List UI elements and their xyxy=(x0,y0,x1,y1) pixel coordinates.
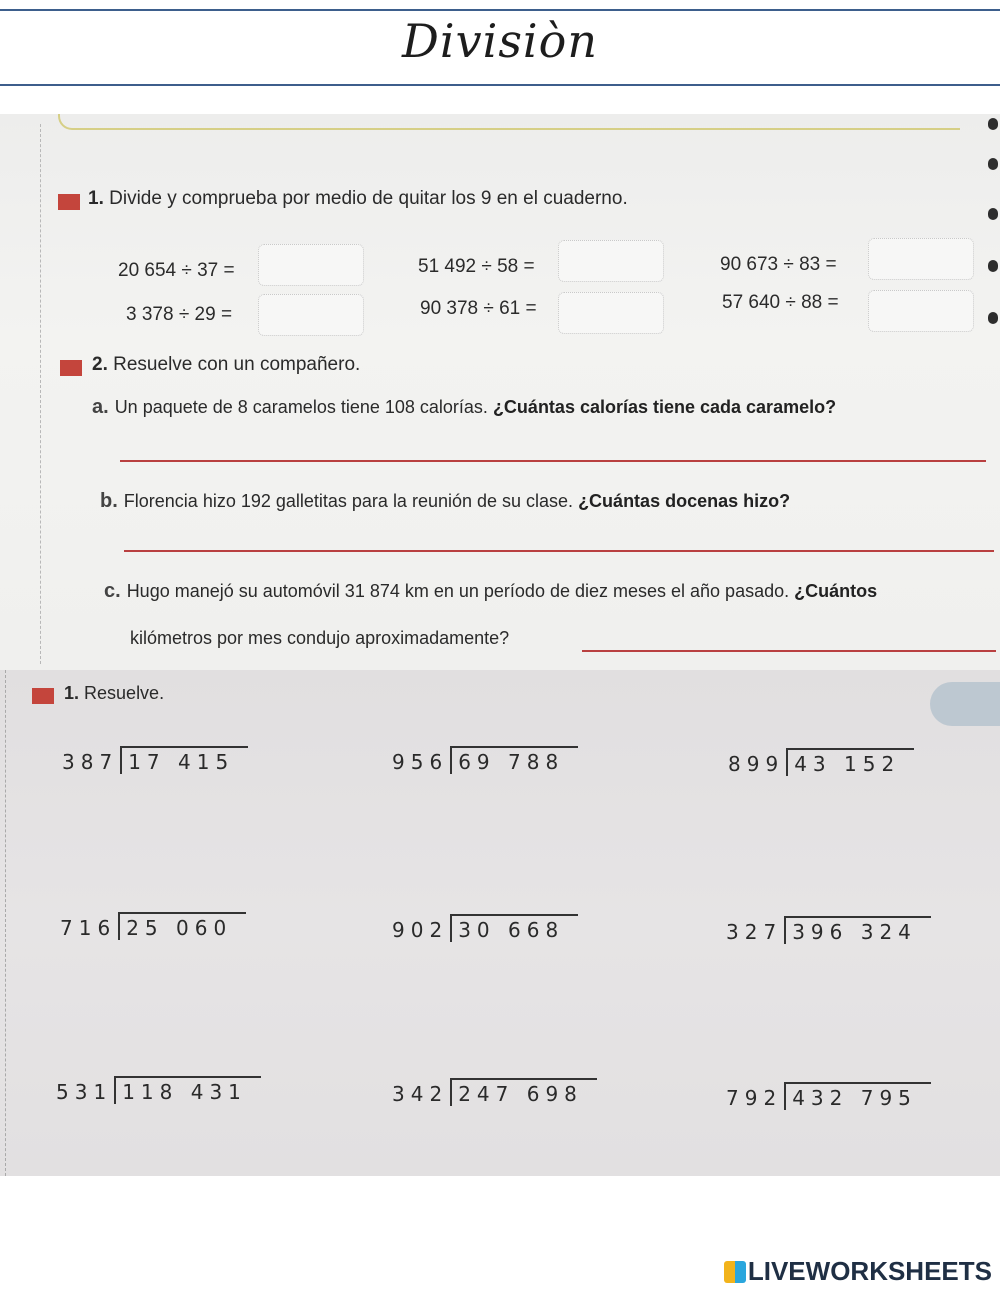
item-label: c. xyxy=(104,580,121,602)
page-title: Divisiòn xyxy=(402,14,598,68)
section1-instruction: Divide y comprueba por medio de quitar los 9 en el cuaderno. xyxy=(109,188,628,209)
answer-box[interactable] xyxy=(558,292,664,334)
divisor: 531 xyxy=(56,1080,113,1104)
answer-box[interactable] xyxy=(258,294,364,336)
dividend: 43 152 xyxy=(786,748,914,776)
item-label: a. xyxy=(92,396,109,418)
liveworksheets-logo xyxy=(724,1256,992,1287)
word-problem-b xyxy=(100,490,790,513)
long-division-problem xyxy=(392,746,578,774)
division-problem: 90 378 ÷ 61 = xyxy=(420,298,537,319)
division-problem: 57 640 ÷ 88 = xyxy=(722,292,839,313)
divisor: 387 xyxy=(62,750,119,774)
divisor: 716 xyxy=(60,916,117,940)
divisor: 342 xyxy=(392,1082,449,1106)
margin-dashed-line xyxy=(40,124,41,664)
bottom-rule xyxy=(0,84,1000,86)
divisor: 792 xyxy=(726,1086,783,1110)
answer-box[interactable] xyxy=(258,244,364,286)
item-label: b. xyxy=(100,490,118,512)
section3-instruction: Resuelve. xyxy=(84,683,165,703)
answer-box[interactable] xyxy=(558,240,664,282)
item-question: ¿Cuántas calorías tiene cada caramelo? xyxy=(492,397,837,417)
binder-ring-icon xyxy=(988,208,998,220)
dividend: 17 415 xyxy=(120,746,248,774)
divisor: 327 xyxy=(726,920,783,944)
long-division-problem xyxy=(728,748,914,776)
section2-instruction: Resuelve con un compañero. xyxy=(113,354,361,375)
divisor: 902 xyxy=(392,918,449,942)
item-text: Florencia hizo 192 galletitas para la reunión de su clase. xyxy=(123,491,579,511)
top-rule xyxy=(0,9,1000,11)
binder-ring-icon xyxy=(988,118,998,130)
answer-box[interactable] xyxy=(868,238,974,280)
dividend: 432 795 xyxy=(784,1082,931,1110)
textbook-photo-2 xyxy=(0,670,1000,1176)
word-problem-a xyxy=(92,396,836,419)
divisor: 899 xyxy=(728,752,785,776)
answer-box[interactable] xyxy=(868,290,974,332)
section-marker-icon xyxy=(60,360,82,376)
section-marker-icon xyxy=(32,688,54,704)
answer-line-a[interactable] xyxy=(120,460,986,462)
item-question: ¿Cuántas docenas hizo? xyxy=(578,491,791,511)
binder-ring-icon xyxy=(988,260,998,272)
division-problem: 3 378 ÷ 29 = xyxy=(126,304,233,325)
dividend: 118 431 xyxy=(114,1076,261,1104)
division-problem: 20 654 ÷ 37 = xyxy=(118,260,235,281)
textbook-photo-1 xyxy=(0,114,1000,670)
section1-heading xyxy=(88,188,628,210)
answer-line-b[interactable] xyxy=(124,550,994,552)
answer-line-c[interactable] xyxy=(582,650,996,652)
section2-heading xyxy=(92,354,360,376)
long-division-problem xyxy=(392,1078,597,1106)
decorative-top-border xyxy=(58,114,960,130)
title-band xyxy=(0,0,1000,88)
binder-ring-icon xyxy=(988,312,998,324)
item-text: Hugo manejó su automóvil 31 874 km en un período de diez meses el año pasado. xyxy=(126,581,795,601)
margin-dashed-line xyxy=(5,670,6,1176)
dividend: 69 788 xyxy=(450,746,578,774)
dividend: 247 698 xyxy=(450,1078,597,1106)
section3-heading xyxy=(64,683,164,704)
liveworksheets-logo-icon xyxy=(724,1261,746,1283)
long-division-problem xyxy=(726,916,931,944)
long-division-problem xyxy=(392,914,578,942)
leaf-decoration-icon xyxy=(930,682,1000,726)
word-problem-c-line2: kilómetros por mes condujo aproximadamente? xyxy=(130,628,510,648)
division-problem: 51 492 ÷ 58 = xyxy=(418,256,535,277)
dividend: 25 060 xyxy=(118,912,246,940)
divisor: 956 xyxy=(392,750,449,774)
long-division-problem xyxy=(726,1082,931,1110)
section3-number: 1. xyxy=(64,683,80,703)
brand-text: LIVEWORKSHEETS xyxy=(747,1256,992,1286)
binder-ring-icon xyxy=(988,158,998,170)
section2-number: 2. xyxy=(92,354,108,375)
word-problem-c xyxy=(104,580,877,603)
dividend: 30 668 xyxy=(450,914,578,942)
long-division-problem xyxy=(62,746,248,774)
item-question: ¿Cuántos xyxy=(794,581,878,601)
section-marker-icon xyxy=(58,194,80,210)
section1-number: 1. xyxy=(88,188,104,209)
dividend: 396 324 xyxy=(784,916,931,944)
long-division-problem xyxy=(56,1076,261,1104)
item-text: Un paquete de 8 caramelos tiene 108 calorías. xyxy=(114,397,493,417)
division-problem: 90 673 ÷ 83 = xyxy=(720,254,837,275)
long-division-problem xyxy=(60,912,246,940)
